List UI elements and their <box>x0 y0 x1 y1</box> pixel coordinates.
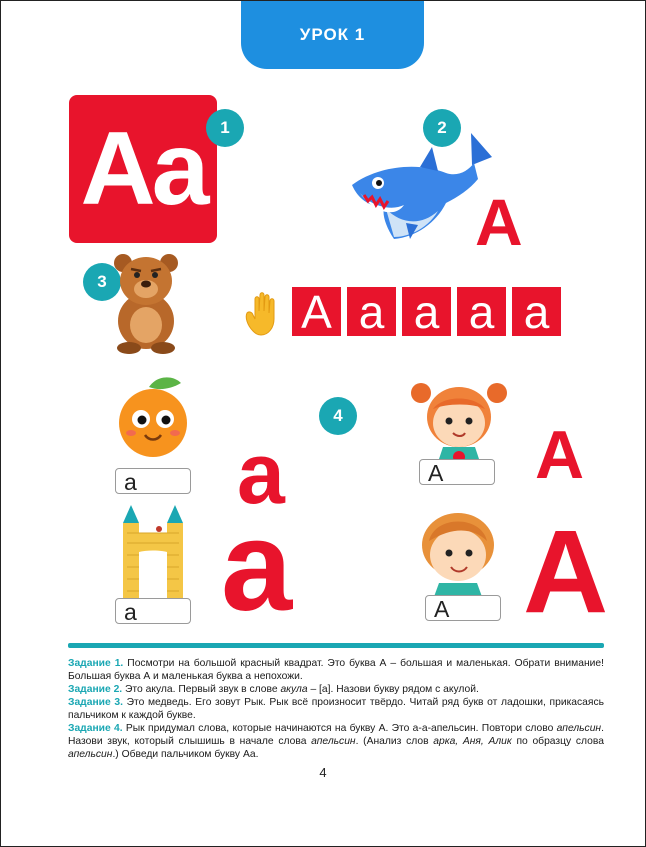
task-1-label: Задание 1. <box>68 658 124 669</box>
task-4-part-2: . Назови звук, который слышишь в начале слова <box>68 723 604 747</box>
task-4-italic-4: апельсин <box>68 749 113 760</box>
shark-letter: A <box>475 185 523 259</box>
boy-traced-letter: A <box>523 506 609 638</box>
girl-illustration <box>407 373 511 465</box>
task-instructions <box>68 657 604 761</box>
letter-tile-4: a <box>457 287 506 336</box>
boy-label-box: А <box>425 595 501 621</box>
task-1-text: Посмотри на большой красный квадрат. Это буква А – большая и маленькая. Обрати внимание! Большая буква А и маленькая буква а непохожи. <box>68 658 604 682</box>
task-4 <box>68 722 604 761</box>
task-3-text: Это медведь. Его зовут Рык. Рык всё произносит твёрдо. Читай ряд букв от ладошки, прикасаясь пальчиком к каждой букве. <box>68 697 604 721</box>
arch-illustration <box>119 503 187 599</box>
bear-illustration <box>107 251 185 355</box>
orange-letter: a <box>237 426 285 522</box>
task-3-label: Задание 3. <box>68 697 123 708</box>
badge-3: 3 <box>83 263 121 301</box>
hand-icon <box>243 291 283 337</box>
lesson-header: УРОК 1 <box>241 1 424 69</box>
arch-label-box: а <box>115 598 191 624</box>
task-4-part-5: .) Обведи пальчиком букву Аа. <box>112 749 259 760</box>
big-letter-box: Aa <box>69 95 217 243</box>
girl-letter: A <box>535 417 585 493</box>
letter-tile-2: a <box>347 287 396 336</box>
badge-4: 4 <box>319 397 357 435</box>
orange-illustration <box>113 373 193 461</box>
badge-2: 2 <box>423 109 461 147</box>
task-4-italic-2: апельсин <box>311 736 356 747</box>
task-2-text-b: – [а]. Назови букву рядом с акулой. <box>307 684 479 695</box>
task-3 <box>68 696 604 722</box>
badge-1: 1 <box>206 109 244 147</box>
letter-tile-5: a <box>512 287 561 336</box>
task-4-part-1: Рык придумал слова, которые начинаются на букву А. Это а-а-апельсин. Повтори слово <box>122 723 557 734</box>
task-4-part-4: по образцу слова <box>511 736 604 747</box>
shark-illustration <box>346 127 494 255</box>
task-1 <box>68 657 604 683</box>
orange-label-box: а <box>115 468 191 494</box>
boy-illustration <box>415 505 501 605</box>
task-2 <box>68 683 604 696</box>
task-4-part-3: . (Анализ слов <box>355 736 434 747</box>
girl-label-box: А <box>419 459 495 485</box>
divider-line <box>68 643 604 648</box>
task-4-italic-3: арка, Аня, Алик <box>433 736 512 747</box>
task-4-label: Задание 4. <box>68 723 123 734</box>
letter-tile-3: a <box>402 287 451 336</box>
task-2-label: Задание 2. <box>68 684 123 695</box>
task-2-text-a: Это акула. Первый звук в слове <box>122 684 281 695</box>
letter-tile-1: A <box>292 287 341 336</box>
task-2-italic: акула <box>280 684 308 695</box>
page-number: 4 <box>319 765 327 780</box>
task-4-italic-1: апельсин <box>556 723 602 734</box>
arch-traced-letter: a <box>221 495 293 638</box>
